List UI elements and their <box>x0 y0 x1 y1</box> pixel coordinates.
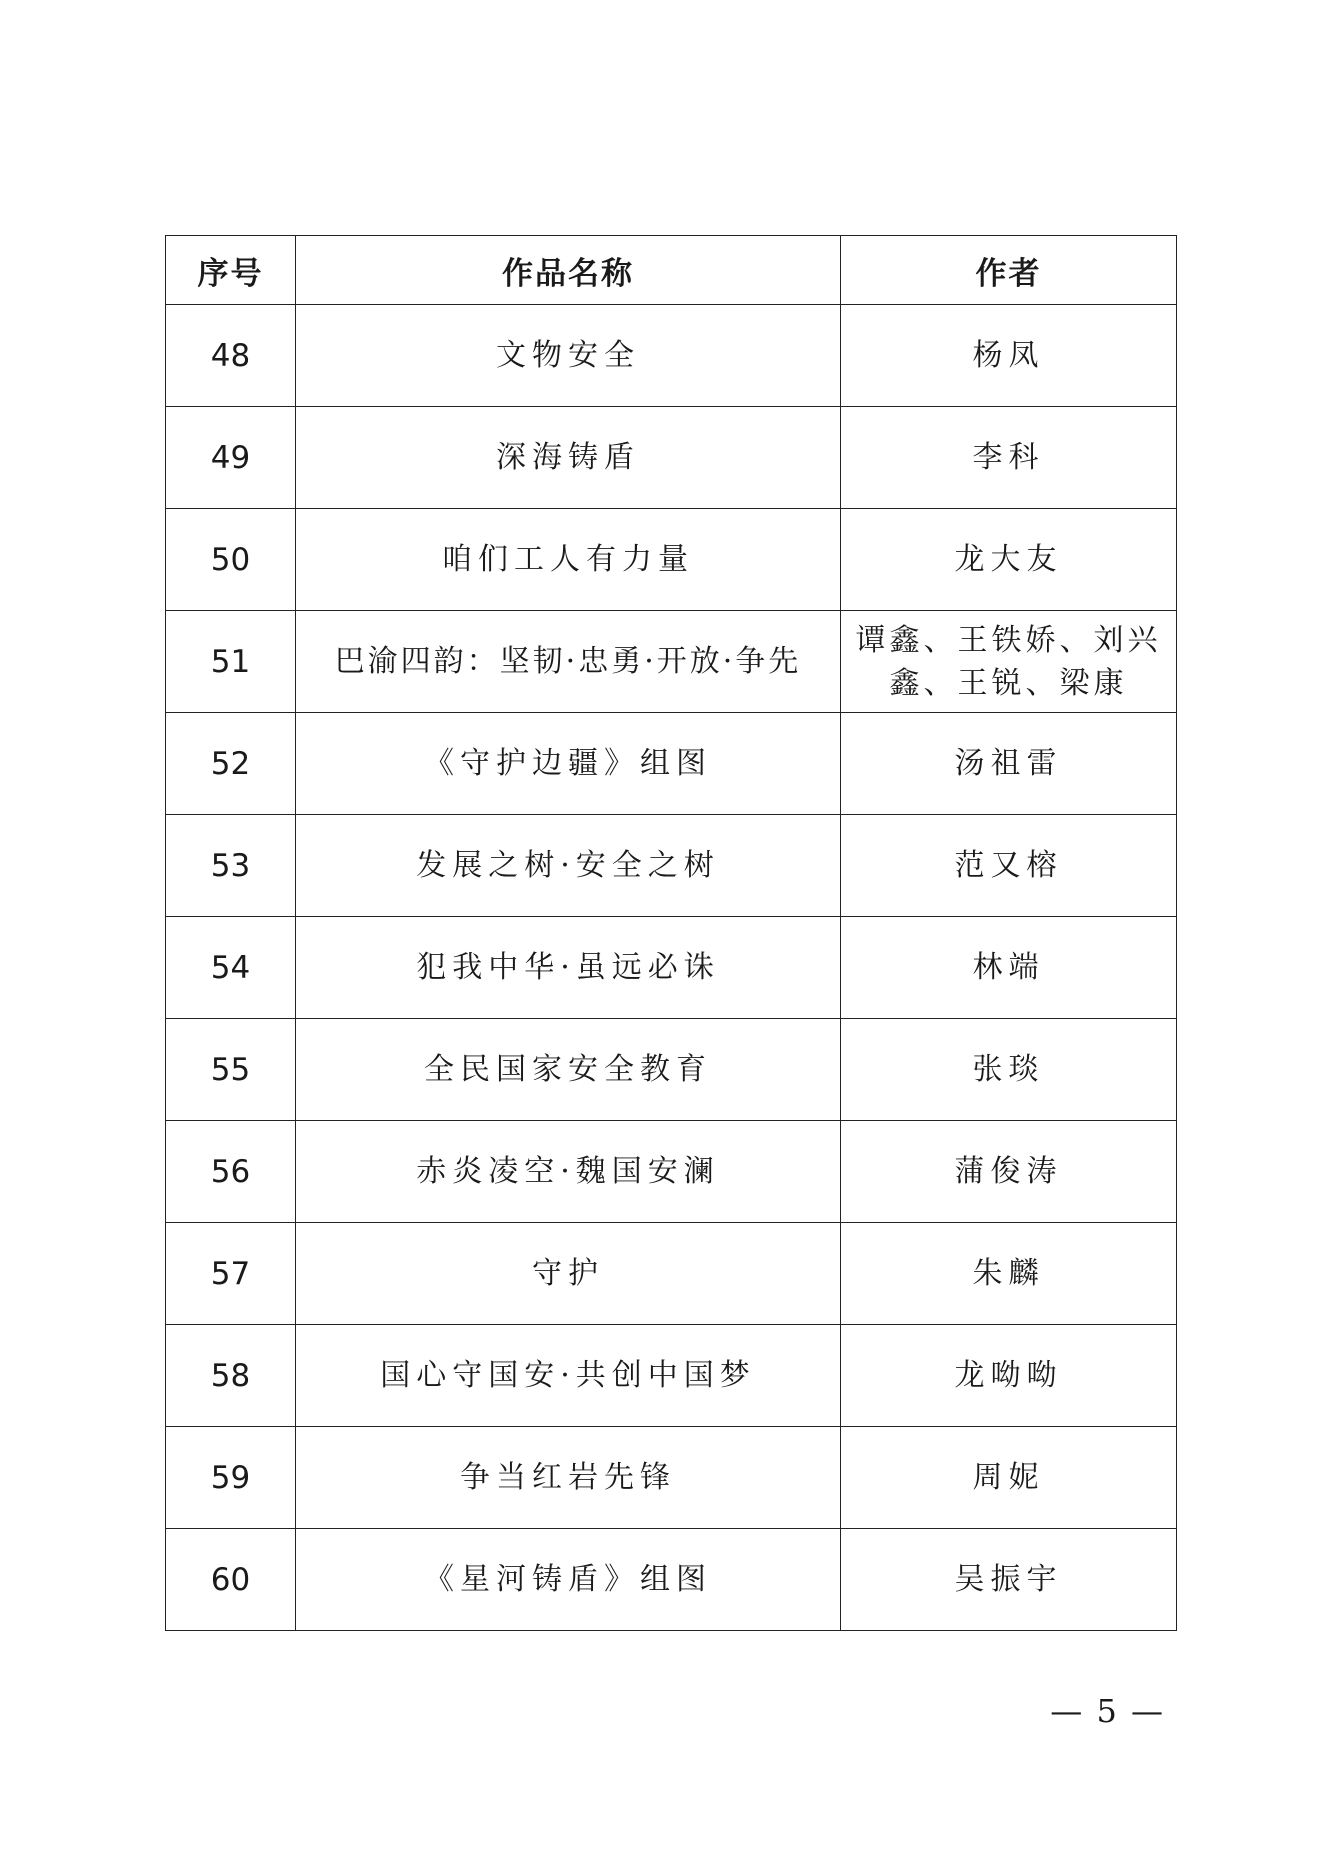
row-number: 60 <box>166 1529 296 1631</box>
table-body <box>166 305 1177 1631</box>
work-title <box>296 713 841 815</box>
work-title-text: 争当红岩先锋 <box>460 1460 676 1495</box>
work-title <box>296 407 841 509</box>
table-row <box>166 1529 1177 1631</box>
row-number: 52 <box>166 713 296 815</box>
page-number: — 5 — <box>1050 1692 1165 1730</box>
row-number: 57 <box>166 1223 296 1325</box>
work-title <box>296 1223 841 1325</box>
table-row <box>166 1223 1177 1325</box>
table-header-row <box>166 236 1177 305</box>
work-title-text: 深海铸盾 <box>496 440 640 475</box>
row-number: 48 <box>166 305 296 407</box>
work-title <box>296 815 841 917</box>
work-author <box>841 1019 1177 1121</box>
work-title <box>296 611 841 713</box>
work-author <box>841 1529 1177 1631</box>
work-author-text: 汤祖雷 <box>954 746 1063 781</box>
work-author-text: 范又榕 <box>954 848 1063 883</box>
work-title <box>296 917 841 1019</box>
table-row <box>166 1019 1177 1121</box>
row-number: 51 <box>166 611 296 713</box>
table-row <box>166 509 1177 611</box>
work-author-text: 龙大友 <box>954 542 1063 577</box>
work-title <box>296 1529 841 1631</box>
work-author <box>841 1223 1177 1325</box>
work-title <box>296 1325 841 1427</box>
table-row <box>166 1427 1177 1529</box>
work-title-text: 巴渝四韵：坚韧·忠勇·开放·争先 <box>334 644 802 679</box>
work-author <box>841 1427 1177 1529</box>
table-row <box>166 407 1177 509</box>
row-number: 56 <box>166 1121 296 1223</box>
table-row <box>166 1325 1177 1427</box>
row-number: 53 <box>166 815 296 917</box>
work-title-text: 发展之树·安全之树 <box>416 848 720 883</box>
table-row <box>166 713 1177 815</box>
work-author-text: 吴振宇 <box>954 1562 1063 1597</box>
table-row <box>166 917 1177 1019</box>
work-title <box>296 509 841 611</box>
row-number: 54 <box>166 917 296 1019</box>
work-author-text: 周妮 <box>972 1460 1045 1495</box>
table-row <box>166 815 1177 917</box>
work-author-text: 李科 <box>972 440 1045 475</box>
work-author-text: 蒲俊涛 <box>954 1154 1063 1189</box>
work-title <box>296 1121 841 1223</box>
work-author-text: 杨凤 <box>972 338 1045 373</box>
row-number: 59 <box>166 1427 296 1529</box>
work-title <box>296 1019 841 1121</box>
work-title-text: 《星河铸盾》组图 <box>424 1562 712 1597</box>
row-number: 55 <box>166 1019 296 1121</box>
works-table <box>165 235 1177 1631</box>
work-title <box>296 305 841 407</box>
table-row <box>166 1121 1177 1223</box>
work-author-text: 林端 <box>972 950 1045 985</box>
table-row <box>166 611 1177 713</box>
table-row <box>166 305 1177 407</box>
work-author <box>841 815 1177 917</box>
work-title-text: 守护 <box>532 1256 604 1291</box>
table-header <box>166 236 1177 305</box>
work-author <box>841 917 1177 1019</box>
work-title-text: 《守护边疆》组图 <box>424 746 712 781</box>
header-author: 作者 <box>841 236 1177 305</box>
work-title-text: 文物安全 <box>496 338 640 373</box>
work-title-text: 赤炎凌空·魏国安澜 <box>416 1154 720 1189</box>
work-author <box>841 509 1177 611</box>
work-title-text: 全民国家安全教育 <box>424 1052 712 1087</box>
header-no: 序号 <box>166 236 296 305</box>
work-author <box>841 407 1177 509</box>
row-number: 58 <box>166 1325 296 1427</box>
work-author <box>841 1325 1177 1427</box>
work-author <box>841 305 1177 407</box>
work-author-text: 朱麟 <box>972 1256 1045 1291</box>
work-author-text: 龙呦呦 <box>954 1358 1063 1393</box>
row-number: 49 <box>166 407 296 509</box>
work-author <box>841 1121 1177 1223</box>
work-title-text: 国心守国安·共创中国梦 <box>380 1358 756 1393</box>
row-number: 50 <box>166 509 296 611</box>
work-author <box>841 611 1177 713</box>
work-title <box>296 1427 841 1529</box>
work-title-text: 咱们工人有力量 <box>442 542 694 577</box>
header-title: 作品名称 <box>296 236 841 305</box>
work-author-text: 谭鑫、王铁娇、刘兴鑫、王锐、梁康 <box>855 622 1162 701</box>
work-author <box>841 713 1177 815</box>
work-author-text: 张琰 <box>972 1052 1045 1087</box>
work-title-text: 犯我中华·虽远必诛 <box>416 950 720 985</box>
